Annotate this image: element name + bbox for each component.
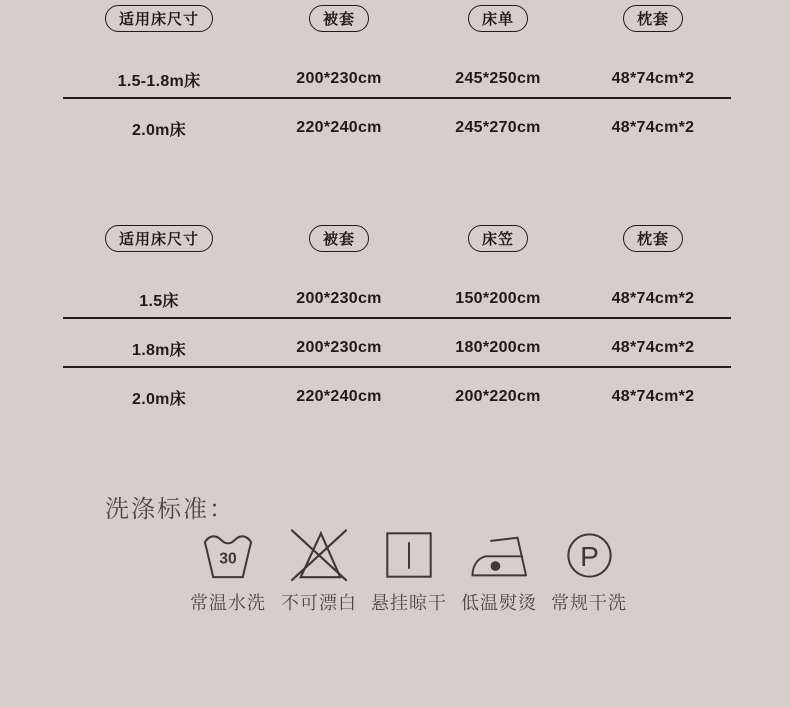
column-header-pill: 适用床尺寸: [105, 5, 213, 32]
bed-size-cell: 2.0m床: [132, 390, 186, 408]
care-item-label: 不可漂白: [281, 593, 357, 613]
row-divider: [63, 97, 731, 99]
duvet-cover-cell: 220*240cm: [296, 388, 382, 405]
flat-sheet-cell: 245*270cm: [455, 119, 541, 136]
fitted-sheet-cell: 200*220cm: [455, 388, 541, 405]
column-header-pill: 床单: [468, 5, 528, 32]
hang-dry-icon: [385, 528, 433, 582]
flat-sheet-cell: 245*250cm: [455, 70, 541, 87]
fitted-sheet-cell: 180*200cm: [455, 339, 541, 356]
care-item-iron-low: [453, 528, 545, 615]
column-header-pill: 枕套: [623, 5, 683, 32]
column-header-pill: 枕套: [623, 225, 683, 252]
care-item-label: 常规干洗: [551, 593, 627, 613]
care-item-label: 常温水洗: [190, 593, 266, 613]
row-divider: [63, 317, 731, 319]
care-item-hang-dry: [363, 528, 455, 615]
care-item-no-bleach: [273, 528, 365, 615]
column-header-pill: 适用床尺寸: [105, 225, 213, 252]
duvet-cover-cell: 200*230cm: [296, 290, 382, 307]
svg-text:P: P: [579, 539, 599, 572]
pillowcase-cell: 48*74cm*2: [611, 388, 695, 405]
no-bleach-icon: [288, 528, 350, 582]
care-item-wash-30: [182, 528, 274, 615]
column-header-pill: 被套: [309, 5, 369, 32]
table-header-row: [63, 225, 733, 252]
table-row: [63, 379, 733, 415]
svg-text:30: 30: [219, 550, 237, 568]
pillowcase-cell: 48*74cm*2: [611, 70, 695, 87]
bed-size-cell: 1.5-1.8m床: [117, 72, 201, 90]
pillowcase-cell: 48*74cm*2: [611, 119, 695, 136]
fitted-sheet-cell: 150*200cm: [455, 290, 541, 307]
pillowcase-cell: 48*74cm*2: [611, 339, 695, 356]
duvet-cover-cell: 200*230cm: [296, 339, 382, 356]
column-header-pill: 被套: [309, 225, 369, 252]
size-table-sheet-set: [63, 0, 733, 210]
row-divider: [63, 366, 731, 368]
care-item-dry-clean: [543, 528, 635, 615]
table-row: [63, 281, 733, 317]
size-table-fitted-sheet: [63, 220, 733, 480]
bed-size-cell: 1.8m床: [132, 341, 186, 359]
table-row: [63, 61, 733, 97]
bed-size-cell: 2.0m床: [132, 121, 186, 139]
care-item-label: 悬挂晾干: [371, 593, 447, 613]
iron-low-icon: [468, 528, 530, 582]
duvet-cover-cell: 200*230cm: [296, 70, 382, 87]
dry-clean-icon: [566, 528, 613, 582]
duvet-cover-cell: 220*240cm: [296, 119, 382, 136]
table-header-row: [63, 5, 733, 32]
table-row: [63, 330, 733, 366]
washing-standards-title: 洗涤标准：: [105, 496, 235, 523]
column-header-pill: 床笠: [468, 225, 528, 252]
care-item-label: 低温熨烫: [461, 593, 537, 613]
bed-size-cell: 1.5床: [139, 292, 179, 310]
pillowcase-cell: 48*74cm*2: [611, 290, 695, 307]
wash-30-icon: [200, 528, 256, 582]
table-row: [63, 110, 733, 146]
